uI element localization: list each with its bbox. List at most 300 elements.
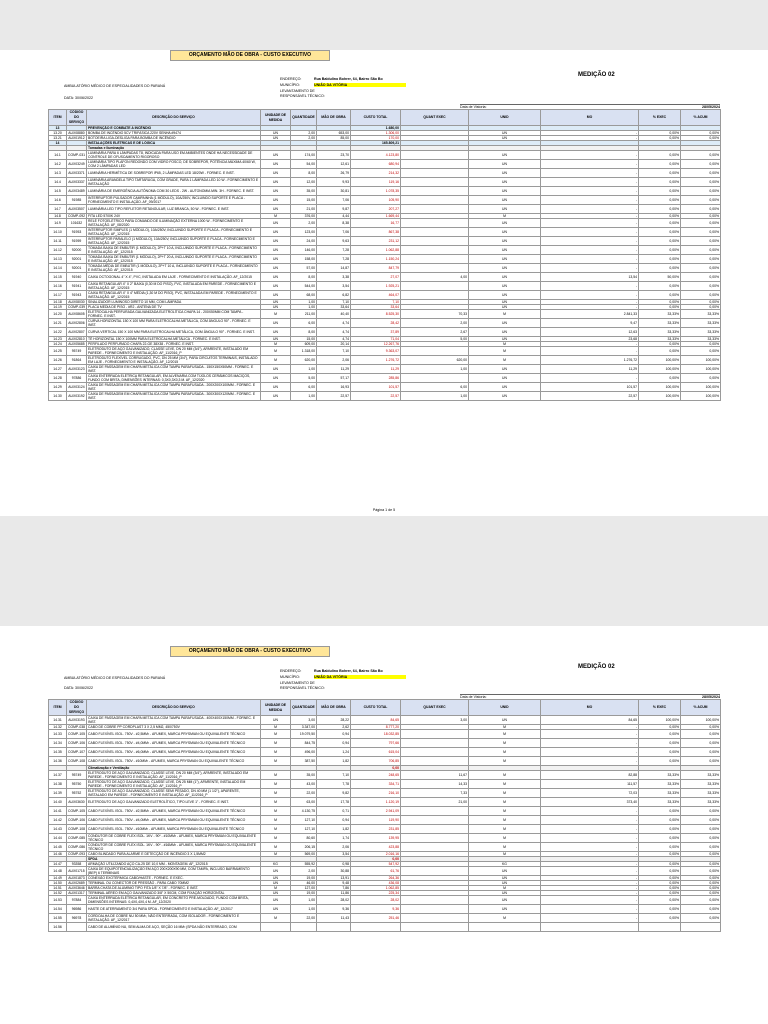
cell-code: 95749	[67, 347, 87, 356]
cell-qtd: 15,00	[291, 337, 317, 342]
cell-total: 9,36	[351, 905, 401, 914]
cell-qe: 620,00	[401, 356, 469, 365]
cell-un: M	[261, 825, 291, 834]
cell-total: 680,94	[351, 160, 401, 169]
cell-mo2: 11,29	[541, 365, 639, 374]
cell-mo2: -	[541, 374, 639, 383]
cell-mo2: -	[541, 347, 639, 356]
cell-desc: CABO FLEXÍVEL ISOL. 750V - #10MM² - AFUMEX, MARCA PRYSMIAN OU EQUIVALENTE TÉCNICO	[87, 757, 261, 766]
cell-pa: 0,00%	[681, 282, 721, 291]
cell-u2: M	[469, 310, 541, 319]
cell-desc: HASTE DE ATERRAMENTO 3/4 PARA SPDA - FORNECIMENTO E INSTALAÇÃO. AF_12/2017	[87, 905, 261, 914]
cell-qe	[401, 151, 469, 160]
cell-mo2: -	[541, 196, 639, 205]
cell-total: 84,65	[351, 716, 401, 725]
col-descricao-2: DESCRIÇÃO DO SERVIÇO	[87, 700, 261, 716]
table-row	[49, 816, 721, 825]
cell-qtd: 609,00	[291, 342, 317, 347]
table-row	[49, 246, 721, 255]
cell-qtd: 6,00	[291, 319, 317, 328]
cell-desc: CABO FLEXÍVEL ISOL. 750V - #4,0MM² - AFUMEX, MARCA PRYSMIAN OU EQUIVALENTE TÉCNICO	[87, 816, 261, 825]
cell-desc: LUMINÁRIA LED TIPO REFLETOR RETANGULAR, LUZ BRANCA, 50 W - FORNEC. E INST.	[87, 205, 261, 214]
cell-qe	[401, 160, 469, 169]
table-row	[49, 160, 721, 169]
sheet-title-2: ORÇAMENTO MÃO DE OBRA - CUSTO EXECUTIVO	[170, 646, 330, 657]
cell-qe	[401, 196, 469, 205]
cell-code: COMP-107	[67, 748, 87, 757]
cell-mo2: -	[541, 876, 639, 881]
cell-qe	[401, 178, 469, 187]
cell-pa	[681, 923, 721, 932]
table-row	[49, 219, 721, 228]
cell-total: 170,00	[351, 136, 401, 141]
col-descricao: DESCRIÇÃO DO SERVIÇO	[87, 110, 261, 126]
cell-qe	[401, 923, 469, 932]
cell-qe	[401, 255, 469, 264]
cell-mo: 7,10	[317, 771, 351, 780]
cell-total: 248,65	[351, 771, 401, 780]
cell-pa: 33,33%	[681, 319, 721, 328]
col-quant-exec: QUANT EXEC	[401, 110, 469, 126]
table-header-row-2	[49, 700, 721, 716]
table-row	[49, 716, 721, 725]
cell-desc: LUMINÁRIA HERMÉTICA DE SOBREPOR IP65, 2 LÂMPADAS LED 18/20W - FORNEC. E INST.	[87, 169, 261, 178]
cell-total: 9.363,07	[351, 347, 401, 356]
cell-u2: UN	[469, 305, 541, 310]
cell-desc: CAIXA DE PASSAGEM EM CHAPA METÁLICA COM TAMPA PARAFUSADA - 200X200X100MM - FORNEC. E INST.	[87, 383, 261, 392]
client-name: AMBULATÓRIO MÉDICO DE ESPECIALIDADES DO PARANÁ	[64, 84, 166, 88]
cell-desc: CAIXA RETANGULAR 4" X 4" MÉDIA (1,30 M DO PISO), PVC, INSTALADA EM PAREDE - FORNECIMENTO E INSTALAÇÃO. AF_12/2015	[87, 291, 261, 300]
cell-desc: CAIXA DE PASSAGEM EM CHAPA METÁLICA COM TAMPA PARAFUSADA - 150X150X50MM - FORNEC. E INST.	[87, 365, 261, 374]
cell-qtd: 57,00	[291, 264, 317, 273]
cell-mo2: 72,03	[541, 789, 639, 798]
col-unidade: UNIDADE DE MEDIDA	[261, 110, 291, 126]
cell-qtd: 4.130,75	[291, 807, 317, 816]
cell-item: 14.40	[49, 798, 67, 807]
cell-mo: 2,06	[317, 843, 351, 852]
cell-u2: UN	[469, 246, 541, 255]
cell-un: UN	[261, 383, 291, 392]
cell-code: AUX03249	[67, 160, 87, 169]
cell-qe	[401, 187, 469, 196]
cell-item: 14.25	[49, 347, 67, 356]
col-quantidade: QUANTIDADE	[291, 110, 317, 126]
cell-pa: 0,00%	[681, 834, 721, 843]
table-row	[49, 757, 721, 766]
table-row	[49, 237, 721, 246]
table-row	[49, 843, 721, 852]
cell-pa: 0,00%	[681, 160, 721, 169]
cell-mo2: -	[541, 896, 639, 905]
cell-total: 251,46	[351, 914, 401, 923]
table-row	[49, 178, 721, 187]
cell-mo: 8,38	[317, 219, 351, 228]
cell-desc: INTERRUPTOR PULSADOR CAMPAINHA (1 MÓDULO), 10A/250V, INCLUINDO SUPORTE E PLACA - FORNECIMENTO E INSTALAÇÃO. AF_09/2017	[87, 196, 261, 205]
cell-pe: 33,33%	[639, 319, 681, 328]
table-row	[49, 730, 721, 739]
cell-u2: M	[469, 825, 541, 834]
cell-item: 14.49	[49, 876, 67, 881]
cell-desc: CONEXÃO EXOTÉRMICA CABO/HASTE - FORNEC. E EXEC.	[87, 876, 261, 881]
cell-un: UN	[261, 131, 291, 136]
cell-pa: 33,33%	[681, 789, 721, 798]
cell-un: M	[261, 843, 291, 852]
cell-mo2: -	[541, 757, 639, 766]
cell-pa: 100,00%	[681, 716, 721, 725]
cell-total: 225,34	[351, 891, 401, 896]
cell-code: COMP-092	[68, 214, 85, 218]
cell-mo: 20,14	[317, 342, 351, 347]
cell-pe: 0,00%	[639, 862, 681, 867]
cell-item: 14.41	[49, 807, 67, 816]
cell-pa: 0,00%	[681, 300, 721, 305]
cell-pa: 0,00%	[681, 876, 721, 881]
cell-pe: 0,00%	[639, 246, 681, 255]
cell-qtd: 127,00	[291, 886, 317, 891]
cell-un: UN	[261, 237, 291, 246]
cell-desc: TÊ HORIZONTAL 150 X 100MM PARA ELETROCALHA METÁLICA - FORNEC. E INST.	[87, 337, 261, 342]
cell-pa: 0,00%	[681, 757, 721, 766]
cell-pe: 0,00%	[639, 757, 681, 766]
table-row	[49, 365, 721, 374]
cell-total: 8.525,30	[351, 310, 401, 319]
cell-pe: 0,00%	[639, 374, 681, 383]
cell-un: M	[261, 310, 291, 319]
cell-u2: UN	[469, 264, 541, 273]
cell-mo2: -	[541, 282, 639, 291]
cell-qtd: 3.347,00	[291, 725, 317, 730]
cell-item: 14.34	[49, 739, 67, 748]
cell-mo: 7,28	[317, 255, 351, 264]
cell-mo: 4,74	[317, 337, 351, 342]
cell-desc: FITA LED 5700K 24V	[87, 214, 261, 219]
cell-item: 14	[49, 141, 67, 146]
cell-desc: CABO FLEXÍVEL ISOL. 750V - #6,0MM² - AFUMEX, MARCA PRYSMIAN OU EQUIVALENTE TÉCNICO	[87, 748, 261, 757]
cell-pe: 0,00%	[639, 160, 681, 169]
cell-mo: 33,64	[317, 305, 351, 310]
cell-qtd: 1,00	[291, 896, 317, 905]
cell-pa: 0,00%	[681, 342, 721, 347]
cell-qtd: 6,00	[291, 383, 317, 392]
cell-qtd: 63,00	[291, 798, 317, 807]
cell-qtd: 2,00	[291, 867, 317, 876]
col-quantidade-2: QUANTIDADE	[291, 700, 317, 716]
cell-item: 14.6	[49, 196, 67, 205]
cell-pa: 100,00%	[681, 392, 721, 401]
table-row	[49, 798, 721, 807]
cell-qtd: 544,00	[291, 282, 317, 291]
cell-mo2: -	[541, 886, 639, 891]
cell-mo2: -	[541, 914, 639, 923]
table-row	[49, 273, 721, 282]
cell-item: 14.3	[49, 169, 67, 178]
cell-u2: UN	[469, 151, 541, 160]
cell-pe: 0,00%	[639, 834, 681, 843]
cell-desc: CAIXA ENTERRADA ELÉTRICA RETANGULAR, EM CONCRETO PRÉ-MOLDADO, FUNDO COM BRITA, DIMENSÕES INTERNAS: 0,4X0,4X0,4 M. AF_12/2020	[87, 896, 261, 905]
col-item-2: ITEM	[49, 700, 67, 716]
municipio-value: UNIÃO DA VITÓRIA	[314, 83, 406, 87]
cell-mo2: -	[541, 843, 639, 852]
cell-pe: 100,00%	[639, 356, 681, 365]
cell-mo: 4,44	[317, 214, 351, 219]
cell-item: 14.31	[49, 716, 67, 725]
cell-u2: M	[469, 214, 541, 219]
cell-total: 1.062,88	[351, 246, 401, 255]
cell-u2: M	[469, 807, 541, 816]
cell-qtd	[291, 923, 317, 932]
cell-qe: 11,67	[401, 771, 469, 780]
cell-mo: 1,24	[317, 748, 351, 757]
cell-mo: 0,98	[317, 862, 351, 867]
table-row	[49, 914, 721, 923]
col-codigo-2: CÓDIGO DO SERVIÇO	[67, 700, 87, 716]
cell-pa: 0,00%	[681, 725, 721, 730]
medicao-title: MEDIÇÃO 02	[578, 72, 615, 78]
cell-item: 13.20	[49, 131, 67, 136]
table-row	[49, 374, 721, 383]
table-row	[49, 282, 721, 291]
cell-un	[261, 923, 291, 932]
cell-item: 14.22	[49, 328, 67, 337]
cell-pe: 50,00%	[639, 273, 681, 282]
cell-pe: 0,00%	[639, 151, 681, 160]
cell-qtd: 127,10	[291, 816, 317, 825]
cell-pa: 0,00%	[681, 169, 721, 178]
col-pct-acum: % ACUM	[681, 110, 721, 126]
cell-total: 0,00	[351, 766, 401, 771]
cell-un: UN	[261, 187, 291, 196]
cell-desc: CAIXA OCTOGONAL 4" X 4", PVC, INSTALADA EM LAJE - FORNECIMENTO E INSTALAÇÃO. AF_12/2015	[87, 273, 261, 282]
cell-total: 4.123,80	[351, 151, 401, 160]
cell-total: 33,64	[351, 305, 401, 310]
cell-un: M	[261, 816, 291, 825]
cell-un: M	[261, 725, 291, 730]
table-row	[49, 151, 721, 160]
cell-mo2: -	[541, 905, 639, 914]
cell-mo2: 23,68	[541, 337, 639, 342]
cell-un: M	[261, 914, 291, 923]
cell-total: 0,00	[351, 857, 401, 862]
cell-mo2: -	[541, 300, 639, 305]
cell-mo2: 82,88	[541, 771, 639, 780]
cell-qe	[401, 807, 469, 816]
cell-qtd: 376,00	[291, 214, 317, 219]
cell-mo2: -	[541, 136, 639, 141]
cell-un: UN	[261, 881, 291, 886]
cell-u2: UN	[469, 891, 541, 896]
cell-desc: ELETRODUTO DE AÇO GALVANIZADO, CLASSE LEVE, DN 20 MM (3/4"), APARENTE, INSTALADO EM PAREDE - FORNECIMENTO E INSTALAÇÃO. AF_11/2016_P	[87, 347, 261, 356]
cell-desc: LUMINÁRIA TIPO PLAFON REDONDO COM VIDRO FOSCO, DE SOBREPOR, POTÊNCIA MÁXIMA 40/60 W, COM 2 LÂMPADAS LED	[87, 160, 261, 169]
col-item: ITEM	[49, 110, 67, 126]
cell-pa: 0,00%	[681, 914, 721, 923]
cell-pe: 0,00%	[639, 843, 681, 852]
cell-desc: CURVA VERTICAL 150 X 100 MM PARA ELETROCALHA METÁLICA, COM ÂNGULO 90° - FORNEC. E INST.	[87, 328, 261, 337]
cell-qe	[401, 291, 469, 300]
cell-code: AUX08030	[68, 300, 85, 304]
cell-qtd: 3,00	[291, 716, 317, 725]
cell-mo: 7,10	[317, 347, 351, 356]
cell-item: 14.39	[49, 789, 67, 798]
cell-pa: 0,00%	[681, 905, 721, 914]
cell-total: 37,89	[351, 328, 401, 337]
col-mo: MO	[541, 110, 639, 126]
cell-qe	[401, 834, 469, 843]
cell-pe: 0,00%	[639, 914, 681, 923]
cell-un: M	[261, 834, 291, 843]
col-pct-exec-2: % EXEC	[639, 700, 681, 716]
cell-item: 14.14	[49, 264, 67, 273]
cell-code: AUX03371	[67, 169, 87, 178]
cell-qtd: 387,50	[291, 757, 317, 766]
cell-u2: UN	[469, 291, 541, 300]
cell-mo2: -	[541, 237, 639, 246]
cell-mo2: -	[541, 264, 639, 273]
levantamento-label: LEVANTAMENTO DE	[280, 89, 315, 93]
table-row	[49, 748, 721, 757]
municipio-value-2: UNIÃO DA VITÓRIA	[314, 675, 406, 679]
cell-mo: 13,91	[317, 876, 351, 881]
cell-mo2: 2.841,33	[541, 310, 639, 319]
table-row	[49, 383, 721, 392]
cell-u2: M	[469, 347, 541, 356]
cell-u2: M	[469, 757, 541, 766]
cell-code: 97884	[67, 896, 87, 905]
cell-item: 14.8	[49, 214, 67, 219]
cell-code: 91985	[67, 196, 87, 205]
cell-code: COMP-093	[68, 852, 85, 856]
cell-pa: 33,33%	[681, 310, 721, 319]
cell-desc: TOMADA BAIXA DE EMBUTIR (1 MÓDULO), 2P+T 20 A, INCLUINDO SUPORTE E PLACA - FORNECIMENTO E INSTALAÇÃO. AF_12/2015	[87, 255, 261, 264]
cell-item: 14.42	[49, 816, 67, 825]
cell-u2: UN	[469, 374, 541, 383]
cell-total: 1.276,72	[351, 356, 401, 365]
cell-pa: 0,00%	[681, 825, 721, 834]
cell-item: 14.43	[49, 825, 67, 834]
cell-item: 14.44	[49, 834, 67, 843]
cell-qtd: 68,00	[291, 291, 317, 300]
cell-mo: 11,43	[317, 914, 351, 923]
cell-qtd: 12,00	[291, 178, 317, 187]
cell-mo2: -	[541, 255, 639, 264]
table-row	[49, 228, 721, 237]
cell-total: 547,92	[351, 862, 401, 867]
cell-desc: CONDUTOR DE COBRE FLEX ISOL. 1KV - 90º - #16MM² - AFUMEX, MARCA PRYSMIAN OU EQUIVALENTE TÉCNICO	[87, 843, 261, 852]
cell-un: UN	[261, 891, 291, 896]
cell-desc: INSTALAÇÕES ELÉTRICAS E DE LÓGICA	[87, 141, 261, 146]
cell-mo: 7,86	[317, 886, 351, 891]
cell-un: M	[261, 757, 291, 766]
budget-table-page-2	[48, 699, 721, 932]
cell-total: 436,08	[351, 881, 401, 886]
cell-qe	[401, 347, 469, 356]
cell-qtd: 158,00	[291, 255, 317, 264]
cell-desc: LUMINÁRIA PARA 6 LÂMPADAS T8, INDICADA PARA USO EM AMBIENTES ONDE HÁ NECESSIDADE DE CONTROLE DE OFUSCAMENTO RIGOROSO	[87, 151, 261, 160]
cell-desc: ELETRODUTO DE AÇO GALVANIZADO, CLASSE LEVE, DN 20 MM (3/4"), APARENTE, INSTALADO EM PAREDE - FORNECIMENTO E INSTALAÇÃO. AF_11/2016_P	[87, 771, 261, 780]
cell-desc: CORDOALHA DE COBRE NU 50 MM², NÃO ENTERRADA, COM ISOLADOR - FORNECIMENTO E INSTALAÇÃO. AF_12/2017	[87, 914, 261, 923]
cell-qtd: 35,00	[291, 187, 317, 196]
table-row	[49, 291, 721, 300]
cell-pe: 100,00%	[639, 383, 681, 392]
cell-mo2: -	[541, 151, 639, 160]
cell-un: UN	[261, 337, 291, 342]
cell-u2: M	[469, 798, 541, 807]
cell-u2: UN	[469, 205, 541, 214]
cell-un: UN	[261, 896, 291, 905]
cell-code: AUX02806	[67, 319, 87, 328]
cell-code: AUX03193	[67, 716, 87, 725]
cell-mo: 1,82	[317, 825, 351, 834]
cell-pa: 0,00%	[681, 228, 721, 237]
cell-desc: TOMADA BAIXA DE EMBUTIR (1 MÓDULO), 2P+T 10 A, INCLUINDO SUPORTE E PLACA - FORNECIMENTO E INSTALAÇÃO. AF_12/2015	[87, 246, 261, 255]
cell-qe	[401, 843, 469, 852]
cell-pa: 0,00%	[681, 237, 721, 246]
cell-code: 92001	[67, 264, 87, 273]
cell-total: 18.032,85	[351, 730, 401, 739]
cell-pe: 0,00%	[639, 891, 681, 896]
cell-mo2: 1.276,72	[541, 356, 639, 365]
cell-item: 14.1	[49, 151, 67, 160]
cell-desc: RELÉ FOTOELÉTRICO PARA COMANDO DE ILUMINAÇÃO EXTERNA 1000 W - FORNECIMENTO E INSTALAÇÃO. AF_08/2020	[87, 219, 261, 228]
cell-pa: 33,33%	[681, 780, 721, 789]
cell-mo: 4,74	[317, 319, 351, 328]
cell-desc: Climatização e Ventilação	[87, 766, 261, 771]
cell-qtd: 1,00	[291, 905, 317, 914]
cell-u2: UN	[469, 867, 541, 876]
endereco-label: ENDEREÇO:	[280, 77, 302, 81]
cell-un: M	[261, 748, 291, 757]
cell-code: 91864	[67, 356, 87, 365]
cell-un: UN	[261, 273, 291, 282]
table-row	[49, 328, 721, 337]
cell-item: 14.33	[49, 730, 67, 739]
cell-mo: 7,78	[317, 780, 351, 789]
cell-un: UN	[261, 160, 291, 169]
cell-mo: 7,28	[317, 246, 351, 255]
cell-code: 101632	[67, 219, 87, 228]
cell-desc: CABO FLEXÍVEL ISOL. 750V - #4,0MM² - AFUMEX, MARCA PRYSMIAN OU EQUIVALENTE TÉCNICO	[87, 739, 261, 748]
cell-un: M	[261, 807, 291, 816]
col-unidade-2: UNIDADE DE MEDIDA	[261, 700, 291, 716]
cell-u2: M	[469, 914, 541, 923]
cell-pe: 0,00%	[639, 264, 681, 273]
cell-total: 214,32	[351, 169, 401, 178]
cell-pa: 0,00%	[681, 881, 721, 886]
cell-item: 14.24	[49, 342, 67, 347]
cell-item: 14.18	[49, 300, 67, 305]
cell-qe	[401, 816, 469, 825]
cell-qe	[401, 237, 469, 246]
cell-pe: 0,00%	[639, 342, 681, 347]
cell-code: 95750	[67, 780, 87, 789]
cell-un: UN	[261, 305, 291, 310]
cell-un: UN	[261, 291, 291, 300]
cell-un: M	[261, 347, 291, 356]
cell-u2: M	[469, 730, 541, 739]
table-row	[49, 264, 721, 273]
cell-mo: 7,06	[317, 228, 351, 237]
cell-pa: 100,00%	[681, 356, 721, 365]
budget-table-page-1	[48, 109, 721, 401]
cell-desc: CAIXA ENTERRADA ELÉTRICA RETANGULAR, EM ALVENARIA COM TIJOLOS CERÂMICOS MACIÇOS, FUNDO COM BRITA, DIMENSÕES INTERNAS: 0,3X0,3X0,3 M. AF_12/2020	[87, 374, 261, 383]
cell-qtd: 35,00	[291, 771, 317, 780]
cell-mo2: -	[541, 131, 639, 136]
cell-mo2: -	[541, 807, 639, 816]
cell-u2: UN	[469, 136, 541, 141]
cell-item: 14.21	[49, 319, 67, 328]
cell-u2: UN	[469, 273, 541, 282]
cell-mo2: -	[541, 187, 639, 196]
cell-code: 96986	[67, 905, 87, 914]
